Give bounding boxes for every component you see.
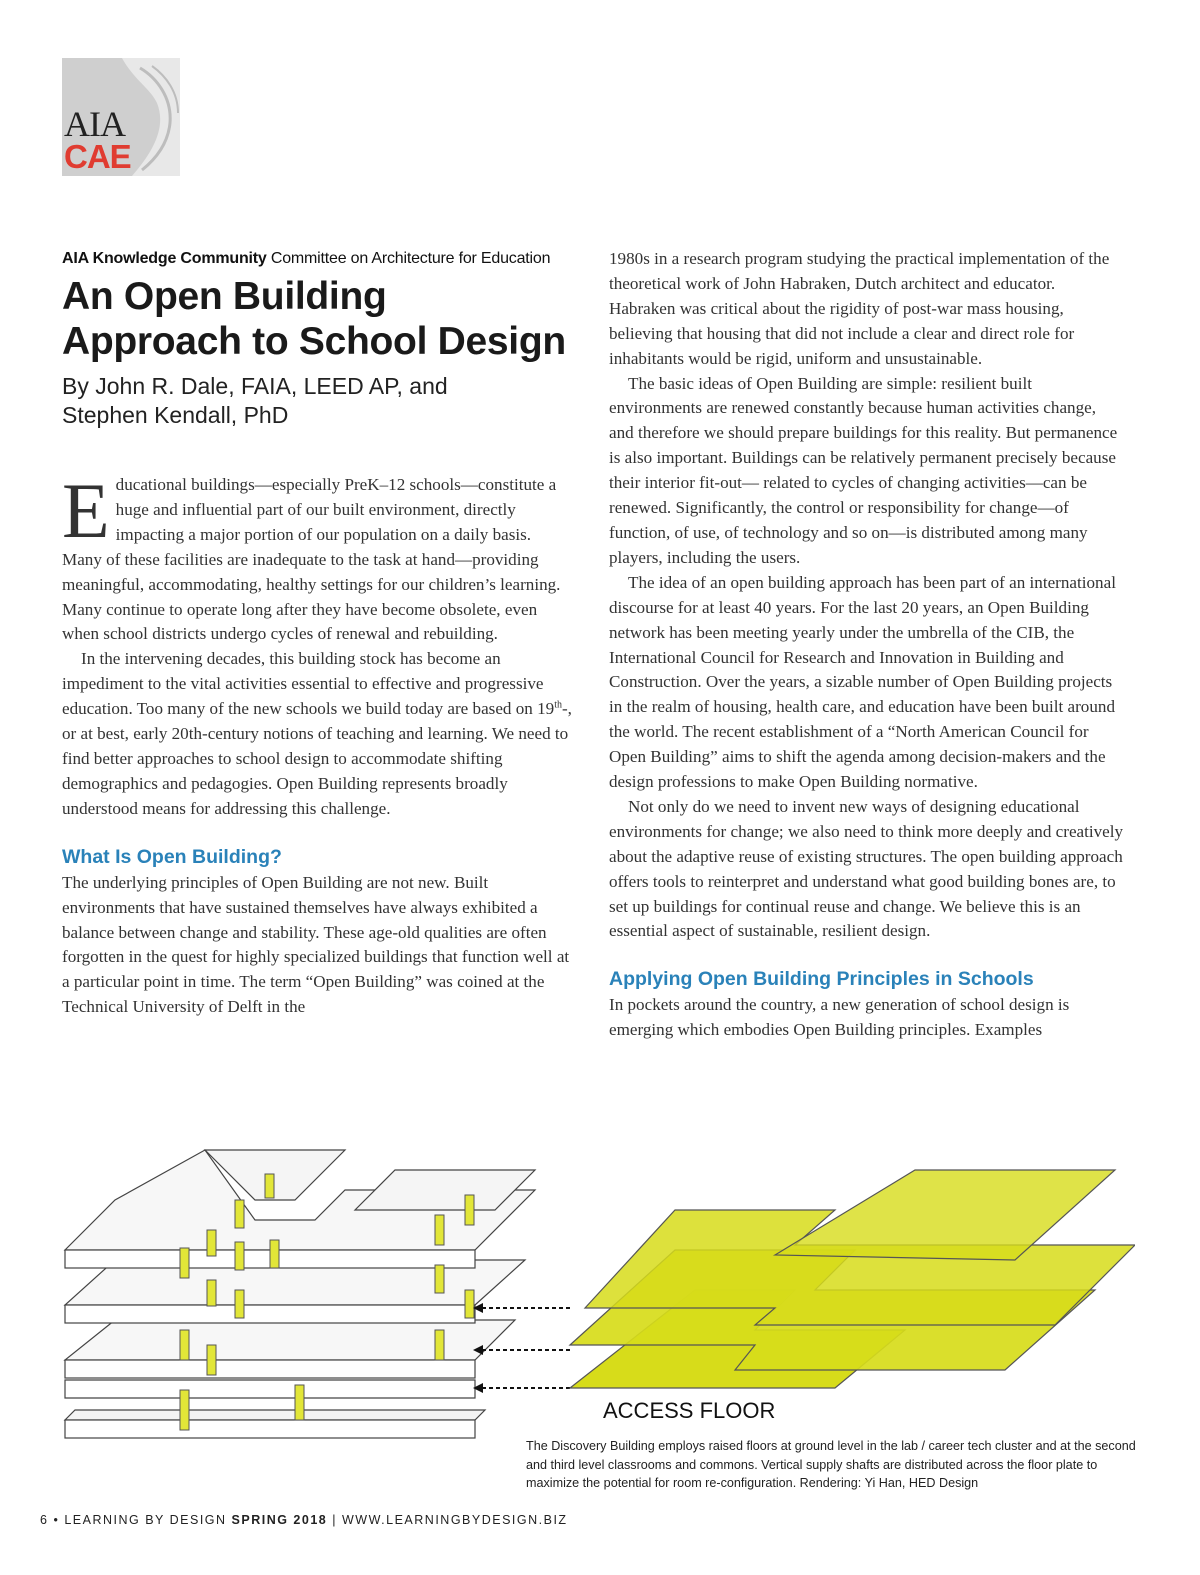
page-number: 6 bbox=[40, 1513, 49, 1527]
paragraph-1980s: 1980s in a research program studying the practical implementation of the theoretical work of John Habraken, Dutch architect and educator. Habraken was critical about the rigidity of post-war mass housing, believing that housing that did not include a clear and direct role for inhabitants would be rigid, uniform and unsustainable. bbox=[609, 249, 1110, 368]
heading-applying-principles: Applying Open Building Principles in Schools bbox=[609, 968, 1034, 991]
footer-url[interactable]: WWW.LEARNINGBYDESIGN.BIZ bbox=[341, 1513, 568, 1527]
paragraph-text-b: -, or at best, early 20th-century notions of teaching and learning. We need to find better approaches to school design to accommodate shifting demographics and pedagogies. Open Building represents broadly understood means for addressing this challenge. bbox=[62, 699, 572, 818]
slab-2 bbox=[65, 1260, 525, 1323]
byline bbox=[62, 372, 572, 430]
footer-bullet: • bbox=[53, 1513, 60, 1527]
paragraph-adaptive-reuse: Not only do we need to invent new ways of designing educational environments for change; we also need to think more deeply and creatively about the adaptive reuse of existing structures. The open building approach offers tools to reinterpret and understand what good building bones are, to set up buildings for continual reuse and change. We believe this is an essential aspect of sustainable, resilient design. bbox=[609, 796, 1124, 941]
aia-cae-logo bbox=[62, 58, 180, 176]
article-title: An Open Building Approach to School Design bbox=[62, 275, 566, 363]
access-floor-label: ACCESS FLOOR bbox=[603, 1398, 776, 1423]
kicker-committee: Committee on Architecture for Education bbox=[270, 250, 551, 267]
logo-aia-text: AIA bbox=[64, 104, 125, 144]
superscript-th: th bbox=[554, 699, 562, 711]
heading-what-is-open-building: What Is Open Building? bbox=[62, 845, 282, 868]
footer-separator: | bbox=[332, 1513, 337, 1527]
issue-label: SPRING 2018 bbox=[231, 1513, 328, 1527]
paragraph-text-a: In the intervening decades, this building stock has become an impediment to the vital activities essential to effective and progressive education. Too many of the new schools we build today are based on 19 bbox=[62, 649, 555, 719]
paragraph-pockets: In pockets around the country, a new generation of school design is emerging which embodies Open Building principles. Examples bbox=[609, 995, 1070, 1040]
magazine-name: LEARNING BY DESIGN bbox=[64, 1513, 227, 1527]
paragraph-basic-ideas: The basic ideas of Open Building are simple: resilient built environments are renewed constantly because human activities change, and therefore we should prepare buildings for this reality. But permanence is also important. Buildings can be relatively permanent precisely because their interior fit-out— related to cycles of changing activities—can be renewed. Significantly, the control or responsibility for change—of function, of use, of technology and so on—is distributed among many players, including the users. bbox=[609, 373, 1118, 567]
byline-line-2: Stephen Kendall, PhD bbox=[62, 402, 289, 428]
figure-caption: The Discovery Building employs raised floors at ground level in the lab / career tech cluster and at the second and third level classrooms and commons. Vertical supply shafts are distributed across the floor plate to maximize the potential for room re-configuration. Rendering: Yi Han, HED Design bbox=[526, 1439, 1136, 1490]
access-floor-illustration bbox=[55, 1130, 1135, 1450]
byline-line-1: By John R. Dale, FAIA, LEED AP, and bbox=[62, 373, 448, 399]
kicker-community: AIA Knowledge Community bbox=[62, 250, 267, 267]
drop-cap: E bbox=[62, 467, 110, 554]
kicker bbox=[62, 250, 572, 268]
paragraph-underlying-principles: The underlying principles of Open Building are not new. Built environments that have sustained themselves have always exhibited a balance between change and stability. These age-old qualities are often forgotten in the quest for highly specialized buildings that function well at a particular point in time. The term “Open Building” was coined at the Technical University of Delft in the bbox=[62, 872, 570, 1017]
page-footer bbox=[40, 1513, 568, 1527]
left-column bbox=[62, 250, 572, 1020]
logo-cae-text: CAE bbox=[64, 138, 131, 175]
slab-3 bbox=[65, 1320, 515, 1378]
intro-paragraph bbox=[62, 467, 572, 647]
right-column bbox=[609, 247, 1124, 1043]
slab-4 bbox=[65, 1410, 485, 1438]
access-floor-plates bbox=[570, 1170, 1135, 1388]
paragraph-international-discourse: The idea of an open building approach has been part of an international discourse for at least 40 years. For the last 20 years, an Open Building network has been meeting yearly under the umbrella of the CIB, the International Council for Research and Innovation in Building and Construction. Over the years, a sizable number of Open Building projects in the realm of housing, health care, and education have been built around the world. The recent establishment of a “North American Council for Open Building” aims to shift the agenda among decision-makers and the design professions to make Open Building normative. bbox=[609, 572, 1116, 792]
intro-paragraph-text: ducational buildings—especially PreK–12 schools—constitute a huge and influential part of our built environment, directly impacting a major portion of our population on a daily basis. Many of these facilities are inadequate to the task at hand—providing meaningful, accommodating, healthy settings for our children’s learning. Many continue to operate long after they have become obsolete, even when school districts undergo cycles of renewal and rebuilding. bbox=[62, 475, 561, 644]
paragraph-intervening-decades bbox=[62, 647, 572, 821]
